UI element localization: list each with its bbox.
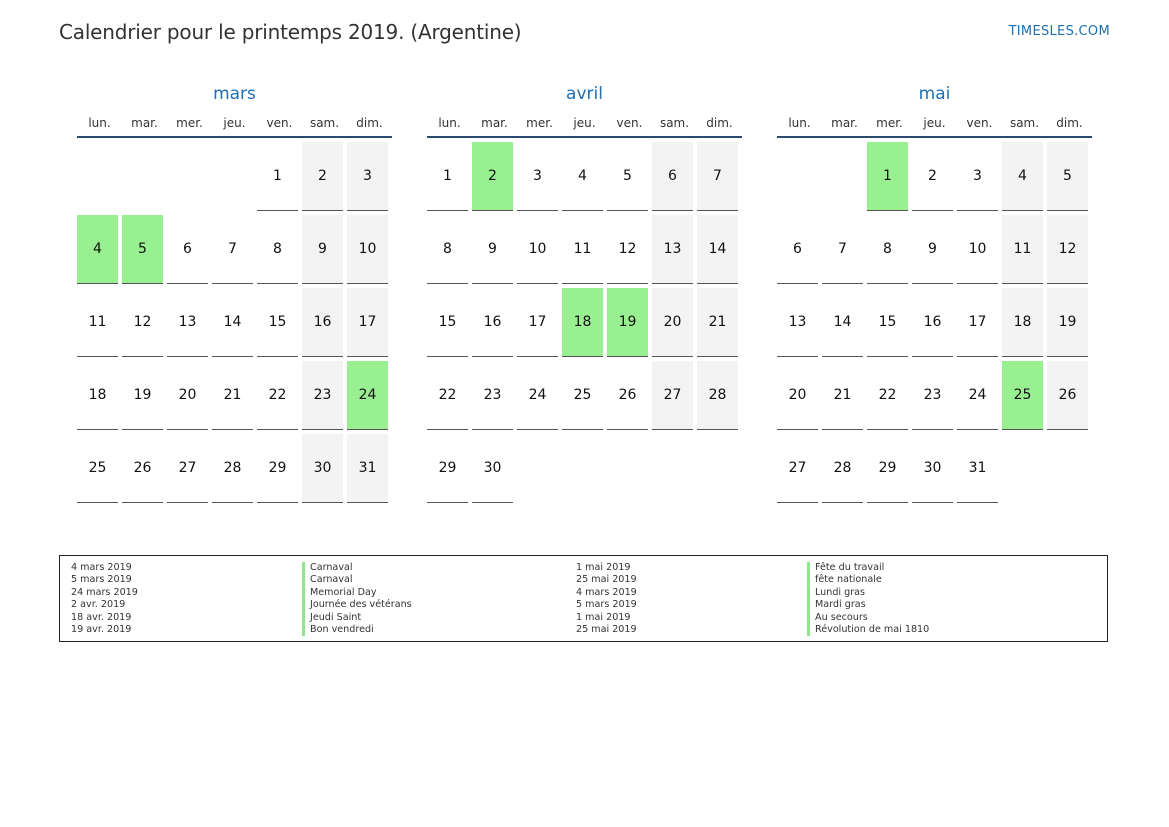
day-cell[interactable] bbox=[517, 361, 562, 434]
day-cell[interactable] bbox=[867, 288, 912, 361]
day-number: 5 bbox=[122, 215, 163, 284]
legend-entry: 24 mars 2019 bbox=[71, 586, 138, 598]
week-row bbox=[427, 434, 742, 507]
day-number: 14 bbox=[697, 215, 738, 284]
day-cell[interactable] bbox=[912, 288, 957, 361]
day-number: 29 bbox=[427, 434, 468, 503]
day-number: 12 bbox=[122, 288, 163, 357]
weekday-label: mer. bbox=[526, 116, 553, 130]
day-number: 30 bbox=[302, 434, 343, 503]
month-name: avril bbox=[566, 84, 603, 104]
legend-entry: 25 mai 2019 bbox=[576, 574, 637, 586]
day-number: 25 bbox=[77, 434, 118, 503]
day-number: 1 bbox=[867, 142, 908, 211]
empty-day-cell bbox=[77, 142, 122, 215]
day-number: 22 bbox=[427, 361, 468, 430]
legend-entry: Jeudi Saint bbox=[302, 612, 412, 624]
day-number: 29 bbox=[867, 434, 908, 503]
day-cell[interactable] bbox=[257, 434, 302, 507]
day-number: 23 bbox=[472, 361, 513, 430]
day-cell[interactable] bbox=[607, 215, 652, 288]
legend-dates-1 bbox=[71, 562, 138, 636]
day-cell[interactable] bbox=[697, 288, 742, 361]
day-number bbox=[562, 434, 603, 502]
day-cell[interactable] bbox=[212, 215, 257, 288]
day-number: 22 bbox=[867, 361, 908, 430]
legend-entry: Carnaval bbox=[302, 562, 412, 574]
legend-entry: 5 mars 2019 bbox=[576, 599, 637, 611]
day-number: 13 bbox=[652, 215, 693, 284]
legend-entry: Mardi gras bbox=[807, 599, 929, 611]
day-cell[interactable] bbox=[167, 434, 212, 507]
legend-entry: Lundi gras bbox=[807, 587, 929, 599]
day-cell[interactable] bbox=[1047, 361, 1092, 434]
day-cell[interactable] bbox=[562, 215, 607, 288]
empty-day-cell bbox=[122, 142, 167, 215]
day-cell[interactable] bbox=[257, 361, 302, 434]
empty-day-cell bbox=[1047, 434, 1092, 507]
day-cell[interactable] bbox=[517, 215, 562, 288]
week-row bbox=[777, 361, 1092, 434]
day-number bbox=[1047, 434, 1088, 502]
day-cell[interactable] bbox=[1047, 288, 1092, 361]
day-number bbox=[517, 434, 558, 502]
day-number bbox=[1002, 434, 1043, 502]
brand-link[interactable]: TIMESLES.COM bbox=[1008, 24, 1110, 39]
day-number: 13 bbox=[777, 288, 818, 357]
empty-day-cell bbox=[1002, 434, 1047, 507]
month-1 bbox=[427, 82, 742, 507]
month-name: mars bbox=[213, 84, 256, 104]
day-number: 18 bbox=[562, 288, 603, 357]
empty-day-cell bbox=[167, 142, 212, 215]
legend-entry: 1 mai 2019 bbox=[576, 562, 631, 573]
legend-entry: 1 mai 2019 bbox=[576, 611, 631, 623]
day-number: 11 bbox=[1002, 215, 1043, 284]
day-number: 27 bbox=[777, 434, 818, 503]
week-row bbox=[77, 434, 392, 507]
week-row bbox=[777, 142, 1092, 215]
day-number: 28 bbox=[212, 434, 253, 503]
weekday-label: sam. bbox=[309, 116, 340, 130]
day-number: 10 bbox=[957, 215, 998, 284]
day-cell[interactable] bbox=[517, 288, 562, 361]
week-row bbox=[77, 142, 392, 215]
day-number: 20 bbox=[167, 361, 208, 430]
day-cell[interactable] bbox=[167, 288, 212, 361]
day-number: 19 bbox=[1047, 288, 1088, 357]
day-number: 5 bbox=[1047, 142, 1088, 211]
day-cell[interactable] bbox=[122, 434, 167, 507]
day-number: 8 bbox=[867, 215, 908, 284]
legend-entry: Révolution de mai 1810 bbox=[807, 624, 929, 636]
day-cell[interactable] bbox=[472, 361, 517, 434]
empty-day-cell bbox=[822, 142, 867, 215]
empty-day-cell bbox=[652, 434, 697, 507]
week-row bbox=[777, 434, 1092, 507]
weekday-label: sam. bbox=[1009, 116, 1040, 130]
weekday-label: mar. bbox=[831, 116, 858, 130]
day-cell[interactable] bbox=[1047, 215, 1092, 288]
day-cell[interactable] bbox=[957, 434, 1002, 507]
day-cell[interactable] bbox=[212, 361, 257, 434]
empty-day-cell bbox=[697, 434, 742, 507]
weekday-label: lun. bbox=[788, 116, 811, 130]
day-number bbox=[167, 142, 208, 210]
weekday-header bbox=[77, 114, 392, 138]
day-number: 8 bbox=[257, 215, 298, 284]
day-number: 10 bbox=[347, 215, 388, 284]
legend-entry: 5 mars 2019 bbox=[71, 574, 132, 586]
day-cell[interactable] bbox=[697, 215, 742, 288]
day-cell[interactable] bbox=[257, 215, 302, 288]
day-cell[interactable] bbox=[427, 361, 472, 434]
day-number: 28 bbox=[697, 361, 738, 430]
day-cell[interactable] bbox=[517, 142, 562, 215]
day-number: 31 bbox=[347, 434, 388, 503]
day-cell[interactable] bbox=[912, 142, 957, 215]
legend-entry: Fête du travail bbox=[807, 562, 929, 574]
day-cell[interactable] bbox=[652, 142, 697, 215]
day-number: 1 bbox=[427, 142, 468, 211]
legend-entry: Journée des vétérans bbox=[302, 599, 412, 611]
day-number: 18 bbox=[77, 361, 118, 430]
day-cell[interactable] bbox=[562, 361, 607, 434]
day-cell[interactable] bbox=[347, 142, 392, 215]
month-2 bbox=[777, 82, 1092, 507]
day-cell[interactable] bbox=[427, 288, 472, 361]
empty-day-cell bbox=[777, 142, 822, 215]
day-number: 15 bbox=[427, 288, 468, 357]
day-number: 3 bbox=[957, 142, 998, 211]
holiday-legend bbox=[59, 555, 1108, 642]
day-number: 27 bbox=[167, 434, 208, 503]
day-cell[interactable] bbox=[212, 288, 257, 361]
day-number bbox=[607, 434, 648, 502]
day-cell[interactable] bbox=[777, 288, 822, 361]
holiday-day-cell[interactable] bbox=[562, 288, 607, 361]
day-number bbox=[212, 142, 253, 210]
day-cell[interactable] bbox=[777, 215, 822, 288]
day-number: 20 bbox=[652, 288, 693, 357]
weekday-header bbox=[777, 114, 1092, 138]
weekday-label: ven. bbox=[966, 116, 993, 130]
day-cell[interactable] bbox=[77, 361, 122, 434]
day-number: 21 bbox=[822, 361, 863, 430]
day-number: 11 bbox=[562, 215, 603, 284]
day-number: 24 bbox=[957, 361, 998, 430]
month-name: mai bbox=[918, 84, 951, 104]
day-number: 17 bbox=[347, 288, 388, 357]
day-number: 23 bbox=[912, 361, 953, 430]
day-cell[interactable] bbox=[122, 361, 167, 434]
weekday-label: jeu. bbox=[223, 116, 246, 130]
day-number: 4 bbox=[562, 142, 603, 211]
holiday-day-cell[interactable] bbox=[472, 142, 517, 215]
day-number: 23 bbox=[302, 361, 343, 430]
legend-entry: 25 mai 2019 bbox=[576, 624, 637, 636]
day-number: 17 bbox=[517, 288, 558, 357]
day-number: 10 bbox=[517, 215, 558, 284]
day-number: 2 bbox=[912, 142, 953, 211]
day-number: 3 bbox=[347, 142, 388, 211]
day-cell[interactable] bbox=[427, 142, 472, 215]
day-cell[interactable] bbox=[957, 361, 1002, 434]
day-cell[interactable] bbox=[652, 215, 697, 288]
day-number: 7 bbox=[212, 215, 253, 284]
day-number: 6 bbox=[652, 142, 693, 211]
legend-entry: 19 avr. 2019 bbox=[71, 624, 132, 636]
legend-dates-2 bbox=[576, 562, 637, 636]
day-cell[interactable] bbox=[1002, 215, 1047, 288]
legend-entry: Carnaval bbox=[302, 574, 412, 586]
page-title: Calendrier pour le printemps 2019. (Argentine) bbox=[59, 20, 522, 44]
day-number: 30 bbox=[472, 434, 513, 503]
day-cell[interactable] bbox=[472, 288, 517, 361]
day-number: 4 bbox=[1002, 142, 1043, 211]
day-number: 12 bbox=[607, 215, 648, 284]
holiday-day-cell[interactable] bbox=[122, 215, 167, 288]
day-number: 31 bbox=[957, 434, 998, 503]
day-cell[interactable] bbox=[472, 215, 517, 288]
day-cell[interactable] bbox=[1002, 288, 1047, 361]
weekday-label: ven. bbox=[266, 116, 293, 130]
day-cell[interactable] bbox=[912, 361, 957, 434]
weekday-label: sam. bbox=[659, 116, 690, 130]
day-cell[interactable] bbox=[607, 361, 652, 434]
empty-day-cell bbox=[562, 434, 607, 507]
day-number: 7 bbox=[697, 142, 738, 211]
day-cell[interactable] bbox=[302, 215, 347, 288]
day-number: 26 bbox=[122, 434, 163, 503]
weekday-label: dim. bbox=[1056, 116, 1083, 130]
day-cell[interactable] bbox=[867, 215, 912, 288]
day-number: 17 bbox=[957, 288, 998, 357]
day-number: 14 bbox=[212, 288, 253, 357]
legend-entry: Bon vendredi bbox=[302, 624, 412, 636]
weekday-label: mar. bbox=[481, 116, 508, 130]
day-cell[interactable] bbox=[122, 288, 167, 361]
day-number: 27 bbox=[652, 361, 693, 430]
day-cell[interactable] bbox=[302, 288, 347, 361]
day-number bbox=[777, 142, 818, 210]
weekday-label: dim. bbox=[706, 116, 733, 130]
weekday-label: jeu. bbox=[923, 116, 946, 130]
day-number: 15 bbox=[257, 288, 298, 357]
day-number bbox=[77, 142, 118, 210]
day-cell[interactable] bbox=[822, 434, 867, 507]
day-cell[interactable] bbox=[347, 434, 392, 507]
day-number: 24 bbox=[347, 361, 388, 430]
day-number: 6 bbox=[777, 215, 818, 284]
legend-entry: Memorial Day bbox=[302, 587, 412, 599]
day-number: 1 bbox=[257, 142, 298, 211]
weekday-label: mer. bbox=[876, 116, 903, 130]
day-number: 7 bbox=[822, 215, 863, 284]
weekday-label: ven. bbox=[616, 116, 643, 130]
day-cell[interactable] bbox=[347, 288, 392, 361]
day-cell[interactable] bbox=[777, 434, 822, 507]
day-cell[interactable] bbox=[697, 361, 742, 434]
day-cell[interactable] bbox=[257, 288, 302, 361]
day-number: 25 bbox=[1002, 361, 1043, 430]
day-number: 16 bbox=[472, 288, 513, 357]
day-cell[interactable] bbox=[822, 215, 867, 288]
day-number: 14 bbox=[822, 288, 863, 357]
day-cell[interactable] bbox=[212, 434, 257, 507]
day-number: 13 bbox=[167, 288, 208, 357]
day-cell[interactable] bbox=[697, 142, 742, 215]
day-number bbox=[652, 434, 693, 502]
day-cell[interactable] bbox=[867, 434, 912, 507]
day-cell[interactable] bbox=[1002, 142, 1047, 215]
day-number: 18 bbox=[1002, 288, 1043, 357]
holiday-day-cell[interactable] bbox=[1002, 361, 1047, 434]
day-cell[interactable] bbox=[912, 215, 957, 288]
day-number: 19 bbox=[607, 288, 648, 357]
empty-day-cell bbox=[517, 434, 562, 507]
week-row bbox=[77, 215, 392, 288]
day-number: 20 bbox=[777, 361, 818, 430]
day-cell[interactable] bbox=[302, 361, 347, 434]
day-cell[interactable] bbox=[957, 215, 1002, 288]
day-number bbox=[822, 142, 863, 210]
day-number: 16 bbox=[302, 288, 343, 357]
day-cell[interactable] bbox=[302, 434, 347, 507]
week-row bbox=[77, 288, 392, 361]
day-cell[interactable] bbox=[167, 361, 212, 434]
day-number: 11 bbox=[77, 288, 118, 357]
day-cell[interactable] bbox=[257, 142, 302, 215]
day-cell[interactable] bbox=[302, 142, 347, 215]
day-number: 2 bbox=[472, 142, 513, 211]
day-number: 22 bbox=[257, 361, 298, 430]
weekday-label: dim. bbox=[356, 116, 383, 130]
day-number: 21 bbox=[212, 361, 253, 430]
weekday-label: lun. bbox=[88, 116, 111, 130]
day-number: 9 bbox=[472, 215, 513, 284]
day-cell[interactable] bbox=[562, 142, 607, 215]
weekday-label: mar. bbox=[131, 116, 158, 130]
day-cell[interactable] bbox=[1047, 142, 1092, 215]
week-row bbox=[427, 288, 742, 361]
day-cell[interactable] bbox=[77, 288, 122, 361]
week-row bbox=[427, 361, 742, 434]
day-cell[interactable] bbox=[957, 288, 1002, 361]
week-row bbox=[427, 142, 742, 215]
day-cell[interactable] bbox=[822, 288, 867, 361]
legend-entry: Au secours bbox=[807, 612, 929, 624]
empty-day-cell bbox=[212, 142, 257, 215]
day-number: 25 bbox=[562, 361, 603, 430]
day-number: 4 bbox=[77, 215, 118, 284]
day-cell[interactable] bbox=[427, 215, 472, 288]
day-number: 6 bbox=[167, 215, 208, 284]
holiday-day-cell[interactable] bbox=[347, 361, 392, 434]
holiday-day-cell[interactable] bbox=[77, 215, 122, 288]
day-cell[interactable] bbox=[607, 142, 652, 215]
legend-names-2 bbox=[807, 562, 929, 636]
day-cell[interactable] bbox=[912, 434, 957, 507]
day-cell[interactable] bbox=[867, 361, 912, 434]
day-number: 16 bbox=[912, 288, 953, 357]
day-cell[interactable] bbox=[347, 215, 392, 288]
day-number: 26 bbox=[1047, 361, 1088, 430]
day-cell[interactable] bbox=[472, 434, 517, 507]
holiday-day-cell[interactable] bbox=[607, 288, 652, 361]
legend-entry: fête nationale bbox=[807, 574, 929, 586]
day-number: 8 bbox=[427, 215, 468, 284]
legend-entry: 18 avr. 2019 bbox=[71, 611, 132, 623]
day-number: 19 bbox=[122, 361, 163, 430]
day-number: 12 bbox=[1047, 215, 1088, 284]
day-number: 3 bbox=[517, 142, 558, 211]
empty-day-cell bbox=[607, 434, 652, 507]
day-number bbox=[697, 434, 738, 502]
day-number: 28 bbox=[822, 434, 863, 503]
month-0 bbox=[77, 82, 392, 507]
day-number: 21 bbox=[697, 288, 738, 357]
legend-entry: 4 mars 2019 bbox=[576, 586, 637, 598]
day-cell[interactable] bbox=[777, 361, 822, 434]
legend-entry: 4 mars 2019 bbox=[71, 562, 132, 573]
weekday-header bbox=[427, 114, 742, 138]
day-number: 9 bbox=[912, 215, 953, 284]
week-row bbox=[777, 288, 1092, 361]
day-cell[interactable] bbox=[957, 142, 1002, 215]
weekday-label: mer. bbox=[176, 116, 203, 130]
legend-entry: 2 avr. 2019 bbox=[71, 599, 126, 611]
week-row bbox=[777, 215, 1092, 288]
week-row bbox=[77, 361, 392, 434]
week-row bbox=[427, 215, 742, 288]
day-cell[interactable] bbox=[822, 361, 867, 434]
holiday-day-cell[interactable] bbox=[867, 142, 912, 215]
day-number: 29 bbox=[257, 434, 298, 503]
day-number bbox=[122, 142, 163, 210]
day-number: 5 bbox=[607, 142, 648, 211]
day-cell[interactable] bbox=[427, 434, 472, 507]
day-number: 26 bbox=[607, 361, 648, 430]
day-cell[interactable] bbox=[652, 288, 697, 361]
day-number: 15 bbox=[867, 288, 908, 357]
day-number: 2 bbox=[302, 142, 343, 211]
weekday-label: lun. bbox=[438, 116, 461, 130]
legend-names-1 bbox=[302, 562, 412, 636]
day-number: 24 bbox=[517, 361, 558, 430]
day-cell[interactable] bbox=[652, 361, 697, 434]
weekday-label: jeu. bbox=[573, 116, 596, 130]
day-cell[interactable] bbox=[167, 215, 212, 288]
day-number: 30 bbox=[912, 434, 953, 503]
day-number: 9 bbox=[302, 215, 343, 284]
day-cell[interactable] bbox=[77, 434, 122, 507]
